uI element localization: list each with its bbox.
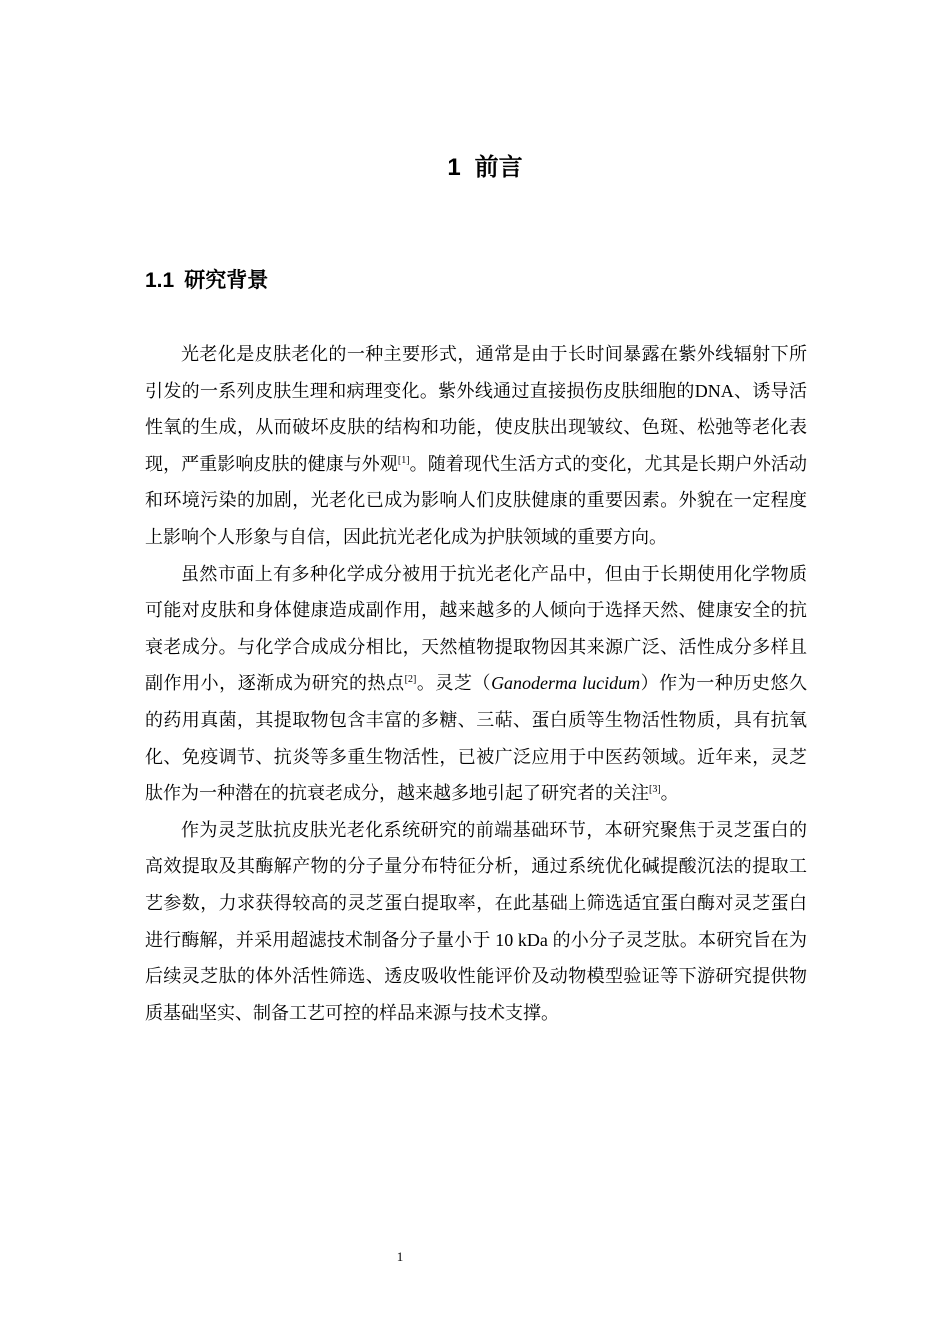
page-number: 1 bbox=[396, 1249, 404, 1264]
section-title-text: 研究背景 bbox=[184, 269, 269, 292]
paragraph-text: 虽然市面上有多种化学成分被用于抗光老化产品中，但由于长期使用化学物质可能对皮肤和身体健康造成副作用，越来越多的人倾向于选择天然、健康安全的抗衰老成分。与化学合成成分相比，天然植物提取物因其来源广泛、活性成分多样且副作用小，逐渐成为研究的热点 bbox=[145, 563, 807, 694]
citation-ref: [1] bbox=[397, 454, 410, 466]
chapter-title bbox=[0, 150, 950, 186]
paragraph-text: 。 bbox=[660, 783, 679, 804]
paragraph-text: ）作为一种历史悠久的药用真菌，其提取物包含丰富的多糖、三萜、蛋白质等生物活性物质，具有抗氧化、免疫调节、抗炎等多重生物活性，已被广泛应用于中医药领域。近年来，灵芝肽作为一种潜在的抗衰老成分，越来越多地引起了研究者的关注 bbox=[145, 673, 808, 804]
paragraph-text: 。灵芝（ bbox=[416, 673, 492, 694]
section-title bbox=[145, 263, 268, 299]
section-number: 1.1 bbox=[145, 269, 175, 292]
paragraph-2 bbox=[145, 556, 807, 812]
paragraph-text: 光老化是皮肤老化的一种主要形式，通常是由于长时间暴露在紫外线辐射下所引发的一系列皮肤生理和病理变化。紫外线通过直接损伤皮肤细胞的DNA、诱导活性氧的生成，从而破坏皮肤的结构和功能，使皮肤出现皱纹、色斑、松弛等老化表现，严重影响皮肤的健康与外观 bbox=[145, 344, 807, 474]
citation-ref: [3] bbox=[649, 784, 661, 796]
chapter-number: 1 bbox=[447, 154, 461, 181]
paragraph-1 bbox=[145, 336, 807, 556]
paragraph-text: 。随着现代生活方式的变化，尤其是长期户外活动和环境污染的加剧，光老化已成为影响人们皮肤健康的重要因素。外貌在一定程度上影响个人形象与自信，因此抗光老化成为护肤领域的重要方向。 bbox=[145, 453, 807, 547]
citation-ref: [2] bbox=[404, 674, 417, 686]
body-text bbox=[145, 336, 807, 1031]
chapter-title-text: 前言 bbox=[474, 154, 523, 181]
paragraph-3 bbox=[145, 812, 807, 1032]
species-name: Ganoderma lucidum bbox=[491, 673, 641, 694]
paragraph-text: 作为灵芝肽抗皮肤光老化系统研究的前端基础环节，本研究聚焦于灵芝蛋白的高效提取及其酶解产物的分子量分布特征分析，通过系统优化碱提酸沉法的提取工艺参数，力求获得较高的灵芝蛋白提取率，在此基础上筛选适宜蛋白酶对灵芝蛋白进行酶解，并采用超滤技术制备分子量小于 10 kDa 的小分子灵芝肽。本研究旨在为后续灵芝肽的体外活性筛选、透皮吸收性能评价及动物模型验证等下游研究提供物质基础坚实、制备工艺可控的样品来源与技术支撑。 bbox=[145, 819, 807, 1023]
